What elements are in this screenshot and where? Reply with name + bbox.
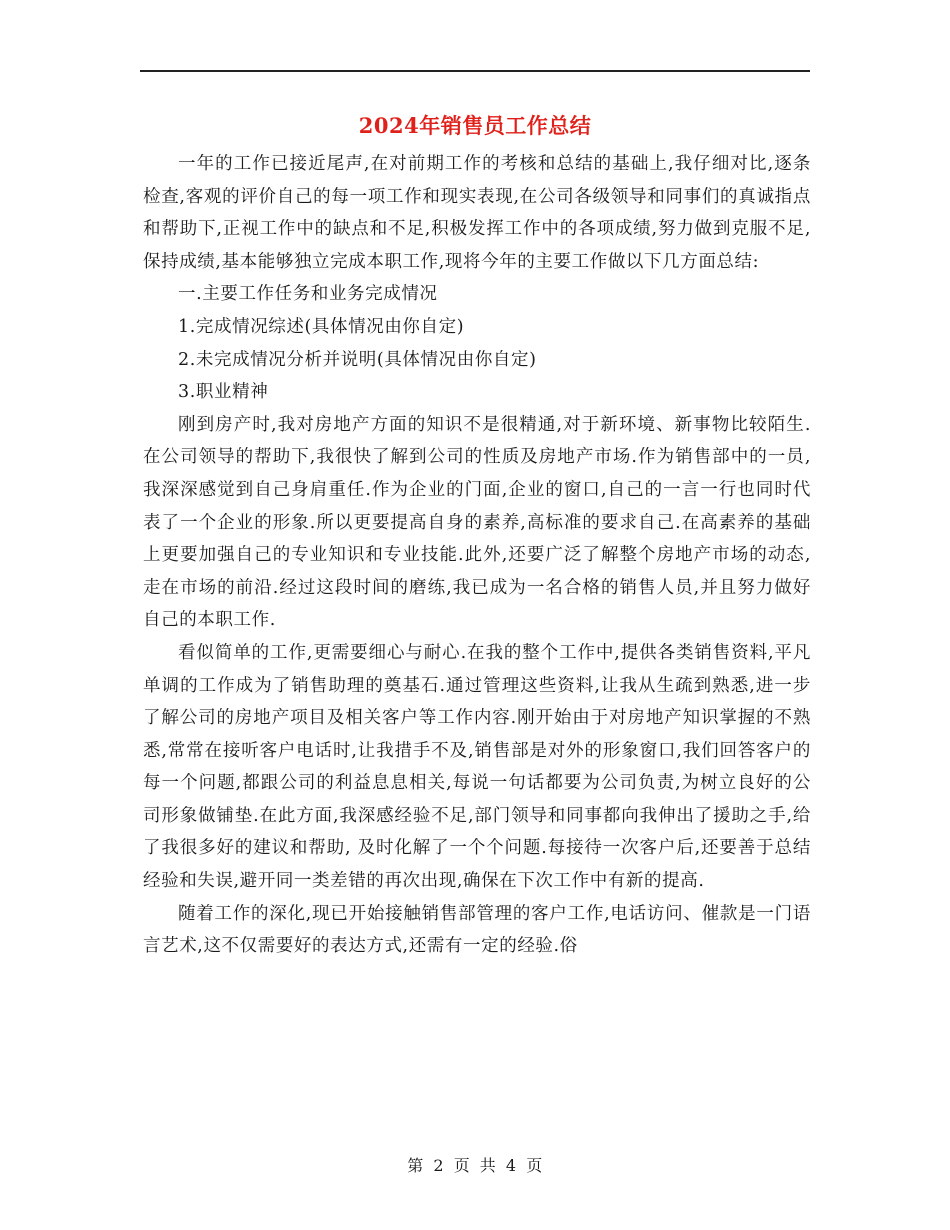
footer-total-pages: 4 — [505, 1156, 517, 1175]
header-rule — [140, 70, 810, 72]
footer-page-word: 页 — [453, 1156, 471, 1175]
list-item-completion-summary: 1.完成情况综述(具体情况由你自定) — [178, 316, 465, 337]
section-heading-main-tasks: 一.主要工作任务和业务完成情况 — [178, 284, 438, 305]
list-item-professional-spirit: 3.职业精神 — [178, 382, 269, 403]
paragraph-intro: 一年的工作已接近尾声,在对前期工作的考核和总结的基础上,我仔细对比,逐条检查,客观的评价自己的每一项工作和现实表现,在公司各级领导和同事们的真诚指点和帮助下,正视工作中的缺点和不足,积极发挥工作中的各项成绩,努力做到克服不足,保持成绩,基本能够独立完成本职工作,现将今年的主要工作做以下几方面总结: — [143, 154, 811, 272]
paragraph-deepening-work: 随着工作的深化,现已开始接触销售部管理的客户工作,电话访问、催款是一门语言艺术,这不仅需要好的表达方式,还需有一定的经验.俗 — [143, 903, 811, 957]
list-item-incomplete-analysis: 2.未完成情况分析并说明(具体情况由你自定) — [178, 349, 537, 370]
document-title: 2024年销售员工作总结 — [358, 113, 592, 138]
paragraph-simple-work: 看似简单的工作,更需要细心与耐心.在我的整个工作中,提供各类销售资料,平凡单调的工作成为了销售助理的奠基石.通过管理这些资料,让我从生疏到熟悉,进一步了解公司的房地产项目及相关客户等工作内容.刚开始由于对房地产知识掌握的不熟悉,常常在接听客户电话时,让我措手不及,销售部是对外的形象窗口,我们回答客户的每一个问题,都跟公司的利益息息相关,每说一句话都要为公司负责,为树立良好的公司形象做铺垫.在此方面,我深感经验不足,部门领导和同事都向我伸出了援助之手,给了我很多好的建议和帮助, 及时化解了一个个问题.每接待一次客户后,还要善于总结经验和失误,避开同一类差错的再次出现,确保在下次工作中有新的提高. — [143, 642, 811, 892]
document-body — [143, 148, 811, 963]
paragraph-real-estate-start: 刚到房产时,我对房地产方面的知识不是很精通,对于新环境、新事物比较陌生.在公司领导的帮助下,我很快了解到公司的性质及房地产市场.作为销售部中的一员,我深深感觉到自己身肩重任.作为企业的门面,企业的窗口,自己的一言一行也同时代表了一个企业的形象.所以更要提高自身的素养,高标准的要求自己.在高素养的基础上更要加强自己的专业知识和专业技能.此外,还要广泛了解整个房地产市场的动态,走在市场的前沿.经过这段时间的磨练,我已成为一名合格的销售人员,并且努力做好自己的本职工作. — [143, 414, 811, 631]
footer-current-page: 2 — [433, 1156, 445, 1175]
page-footer — [0, 1153, 950, 1176]
footer-suffix: 页 — [526, 1156, 543, 1175]
footer-total-word: 共 — [479, 1156, 497, 1175]
footer-prefix: 第 — [407, 1156, 424, 1175]
